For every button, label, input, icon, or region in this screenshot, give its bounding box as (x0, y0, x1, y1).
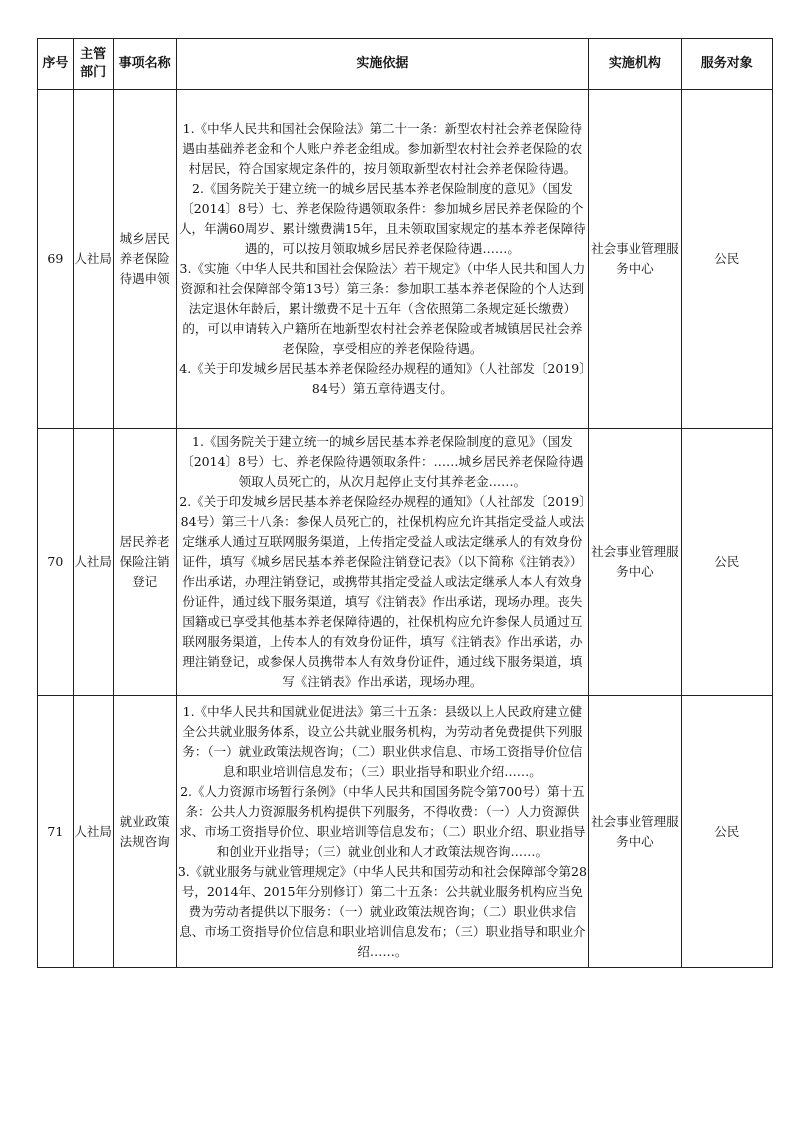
header-dept: 主管部门 (73, 39, 113, 90)
cell-institution: 社会事业管理服务中心 (589, 696, 681, 968)
basis-clause: 1.《中华人民共和国社会保险法》第二十一条：新型农村社会养老保险待遇由基础养老金和个人账户养老金组成。参加新型农村社会养老保险的农村居民，符合国家规定条件的，按月领取新型农村社会养老保险待遇。 (182, 121, 583, 176)
header-institution: 实施机构 (589, 39, 681, 90)
cell-seq: 69 (38, 90, 74, 429)
table-row (38, 429, 773, 696)
cell-target: 公民 (681, 696, 772, 968)
cell-dept: 人社局 (73, 696, 113, 968)
basis-clause: 3.《就业服务与就业管理规定》（中华人民共和国劳动和社会保障部令第28号，2014年、2015年分别修订）第二十五条：公共就业服务机构应当免费为劳动者提供以下服务：（一）就业政策法规咨询；（二）职业供求信息、市场工资指导价位信息和职业培训信息发布；（三）职业指导和职业介绍……。 (177, 863, 587, 959)
basis-clause: 2.《人力资源市场暂行条例》（中华人民共和国国务院令第700号）第十五条：公共人力资源服务机构提供下列服务，不得收费：（一）人力资源供求、市场工资指导价位、职业培训等信息发布；（二）职业介绍、职业指导和创业开业指导；（三）就业创业和人才政策法规咨询……。 (179, 783, 586, 859)
basis-clause: 2.《国务院关于建立统一的城乡居民基本养老保险制度的意见》（国发〔2014〕8号）七、养老保险待遇领取条件：参加城乡居民养老保险的个人，年满60周岁、累计缴费满15年，且未领取国家规定的基本养老保障待遇的，可以按月领取城乡居民养老保险待遇……。 (178, 181, 586, 256)
cell-dept: 人社局 (73, 90, 113, 429)
cell-seq: 70 (38, 429, 74, 696)
cell-seq: 71 (38, 696, 74, 968)
basis-clause: 3.《实施〈中华人民共和国社会保险法〉若干规定》（中华人民共和国人力资源和社会保障部令第13号）第三条：参加职工基本养老保险的个人达到法定退休年龄后，累计缴费不足十五年（含依照第二条规定延长缴费）的，可以申请转入户籍所在地新型农村社会养老保险或者城镇居民社会养老保险，享受相应的养老保险待遇。 (179, 261, 586, 356)
header-name: 事项名称 (113, 39, 176, 90)
header-target: 服务对象 (681, 39, 772, 90)
table-header (38, 39, 773, 90)
basis-clause: 4.《关于印发城乡居民基本养老保险经办规程的通知》（人社部发〔2019〕84号）第五章待遇支付。 (179, 361, 586, 396)
cell-basis (176, 90, 589, 429)
cell-item-name: 居民养老保险注销登记 (113, 429, 176, 696)
cell-target: 公民 (681, 90, 772, 429)
basis-clause: 1.《国务院关于建立统一的城乡居民基本养老保险制度的意见》（国发〔2014〕8号）七、养老保险待遇领取条件：……城乡居民养老保险待遇领取人员死亡的，从次月起停止支付其养老金……。 (181, 434, 584, 489)
cell-target: 公民 (681, 429, 772, 696)
cell-item-name: 城乡居民养老保险待遇申领 (113, 90, 176, 429)
cell-basis (176, 696, 589, 968)
table-row (38, 90, 773, 429)
cell-basis (176, 429, 589, 696)
header-row (38, 39, 773, 90)
header-seq: 序号 (38, 39, 74, 90)
service-items-table (37, 38, 773, 968)
basis-clause: 1.《中华人民共和国就业促进法》第三十五条：县级以上人民政府建立健全公共就业服务体系，设立公共就业服务机构，为劳动者免费提供下列服务：（一）就业政策法规咨询；（二）职业供求信息、市场工资指导价位信息和职业培训信息发布；（三）职业指导和职业介绍……。 (182, 703, 583, 779)
table-row (38, 696, 773, 968)
table-body (38, 90, 773, 968)
cell-institution: 社会事业管理服务中心 (589, 90, 681, 429)
header-basis: 实施依据 (176, 39, 589, 90)
basis-clause: 2.《关于印发城乡居民基本养老保险经办规程的通知》（人社部发〔2019〕84号）第三十八条：参保人员死亡的，社保机构应允许其指定受益人或法定继承人通过互联网服务渠道，上传指定受益人或法定继承人的有效身份证件，填写《城乡居民基本养老保险注销登记表》（以下简称《注销表》）作出承诺，办理注销登记，或携带其指定受益人或法定继承人本人有效身份证件，通过线下服务渠道，填写《注销表》作出承诺，现场办理。丧失国籍或已享受其他基本养老保障待遇的，社保机构应允许参保人员通过互联网服务渠道，上传本人的有效身份证件，填写《注销表》作出承诺，办理注销登记，或参保人员携带本人有效身份证件，通过线下服务渠道，填写《注销表》作出承诺，现场办理。 (179, 494, 586, 689)
cell-item-name: 就业政策法规咨询 (113, 696, 176, 968)
cell-institution: 社会事业管理服务中心 (589, 429, 681, 696)
cell-dept: 人社局 (73, 429, 113, 696)
